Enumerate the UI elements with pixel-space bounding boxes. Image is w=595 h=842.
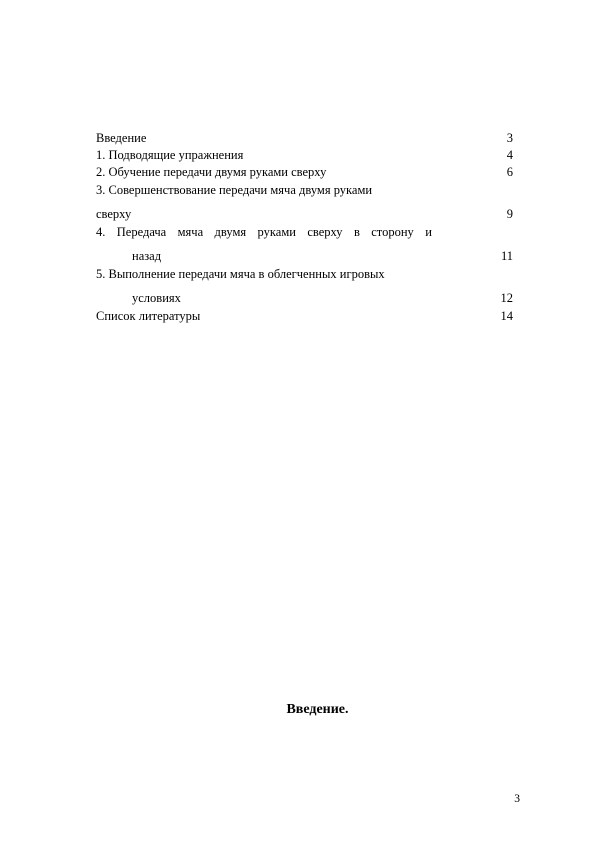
toc-entry-2: [96, 164, 516, 180]
toc-entry-page: 11: [500, 249, 513, 263]
toc-entry-page: 14: [500, 309, 513, 323]
toc-entry-page: 12: [500, 291, 513, 305]
toc-word: сторону: [371, 225, 414, 239]
toc-entry-title: условиях: [132, 291, 181, 305]
toc-entry-page: 3: [506, 131, 513, 145]
toc-word: 4.: [96, 225, 106, 239]
toc-entry-title: назад: [132, 249, 162, 263]
toc-entry-4: [96, 224, 516, 240]
toc-word: руками: [257, 225, 296, 239]
toc-word: и: [425, 225, 432, 239]
toc-entry-title: 1. Подводящие упражнения: [96, 148, 244, 162]
toc-entry-title-justified: [96, 224, 432, 240]
toc-entry-introduction: [96, 130, 516, 146]
toc-word: Передача: [116, 225, 167, 239]
toc-entry-title: 5. Выполнение передачи мяча в облегченных игровых: [96, 267, 385, 281]
toc-entry-title: 3. Совершенствование передачи мяча двумя руками: [96, 183, 373, 197]
toc-entry-3-continuation: [96, 206, 516, 222]
toc-word: сверху: [307, 225, 343, 239]
toc-entry-title: Введение: [96, 131, 147, 145]
page-number: 3: [514, 793, 520, 805]
toc-entry-5-continuation: [96, 290, 516, 306]
toc-entry-bibliography: [96, 308, 516, 324]
toc-word: двумя: [214, 225, 247, 239]
toc-entry-3: [96, 182, 516, 198]
toc-entry-5: [96, 266, 516, 282]
toc-entry-page: 9: [506, 207, 513, 221]
toc-entry-title: Список литературы: [96, 309, 201, 323]
toc-entry-1: [96, 147, 516, 163]
toc-entry-page: 4: [506, 148, 513, 162]
toc-entry-4-continuation: [96, 248, 516, 264]
toc-entry-page: 6: [506, 165, 513, 179]
toc-entry-title: 2. Обучение передачи двумя руками сверху: [96, 165, 327, 179]
toc-entry-title: сверху: [96, 207, 132, 221]
toc-word: мяча: [177, 225, 204, 239]
section-heading: Введение.: [286, 702, 349, 717]
toc-word: в: [353, 225, 360, 239]
